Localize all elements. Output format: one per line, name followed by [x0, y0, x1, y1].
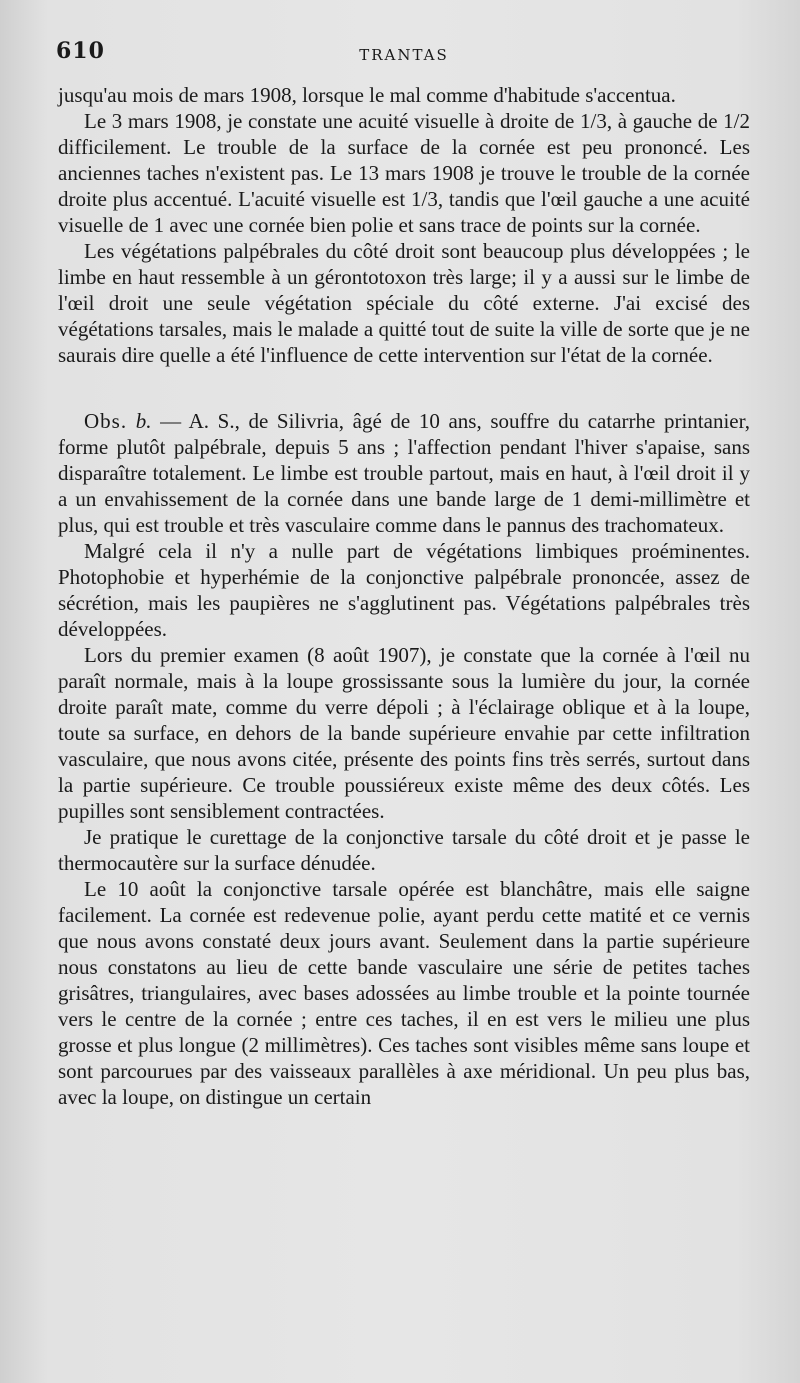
running-head [56, 38, 752, 68]
paragraph: Le 10 août la conjonctive tarsale opérée est blanchâtre, mais elle saigne facilement. La cornée est redevenue polie, ayant perdu cette matité et ce vernis que nous avons constaté deux jours avant. Seulement dans la partie supérieure nous constatons au lieu de cette bande vasculaire une série de petites taches grisâtres, triangulaires, avec bases adossées au limbe trouble et la pointe tournée vers le centre de la cornée ; entre ces taches, il en est vers le milieu une plus grosse et plus longue (2 millimètres). Ces taches sont visibles même sans loupe et sont parcourues par des vaisseaux parallèles à axe méridional. Un peu plus bas, avec la loupe, on distingue un certain [58, 877, 750, 1109]
paragraph-continuation: jusqu'au mois de mars 1908, lorsque le mal comme d'habitude s'accentua. [58, 83, 676, 107]
body-text [58, 82, 750, 1110]
observation-text: — A. S., de Silivria, âgé de 10 ans, souffre du catarrhe printanier, forme plutôt palpébrale, depuis 5 ans ; l'affection pendant l'hiver s'apaise, sans disparaître totalement. Le limbe est trouble partout, mais en haut, à l'œil droit il y a un envahissement de la cornée dans une bande large de 1 demi-millimètre et plus, qui est trouble et très vasculaire comme dans le pannus des trachomateux. [58, 409, 751, 537]
paragraph: Je pratique le curettage de la conjonctive tarsale du côté droit et je passe le thermocautère sur la surface dénudée. [58, 825, 750, 875]
paragraph: Le 3 mars 1908, je constate une acuité visuelle à droite de 1/3, à gauche de 1/2 difficilement. Le trouble de la surface de la cornée est peu prononcé. Les anciennes taches n'existent pas. Le 13 mars 1908 je trouve le trouble de la cornée droite plus accentué. L'acuité visuelle est 1/3, tandis que l'œil gauche a une acuité visuelle de 1 avec une cornée bien polie et sans trace de points sur la cornée. [58, 109, 750, 237]
paragraph: Lors du premier examen (8 août 1907), je constate que la cornée à l'œil nu paraît normale, mais à la loupe grossissante sous la lumière du jour, la cornée droite paraît mate, comme du verre dépoli ; à l'éclairage oblique et à la loupe, toute sa surface, en dehors de la bande supérieure envahie par cette infiltration vasculaire, que nous avons citée, présente des points fins très serrés, surtout dans la partie supérieure. Ce trouble poussiéreux existe même des deux côtés. Les pupilles sont sensiblement contractées. [58, 643, 750, 823]
observation-label: Obs. [84, 409, 128, 433]
running-title: TRANTAS [359, 46, 449, 64]
paragraph: Les végétations palpébrales du côté droit sont beaucoup plus développées ; le limbe en haut ressemble à un gérontotoxon très large; il y a aussi sur le limbe de l'œil droit une seule végétation spéciale du côté externe. J'ai excisé des végétations tarsales, mais le malade a quitté tout de suite la ville de sorte que je ne saurais dire quelle a été l'influence de cette intervention sur l'état de la cornée. [58, 239, 750, 367]
page-number: 610 [56, 38, 105, 64]
observation-paragraph [58, 408, 750, 538]
paragraph: Malgré cela il n'y a nulle part de végétations limbiques proéminentes. Photophobie et hyperhémie de la conjonctive palpébrale prononcée, assez de sécrétion, mais les paupières ne s'agglutinent pas. Végétations palpébrales très développées. [58, 539, 750, 641]
observation-letter: b. [135, 409, 152, 433]
